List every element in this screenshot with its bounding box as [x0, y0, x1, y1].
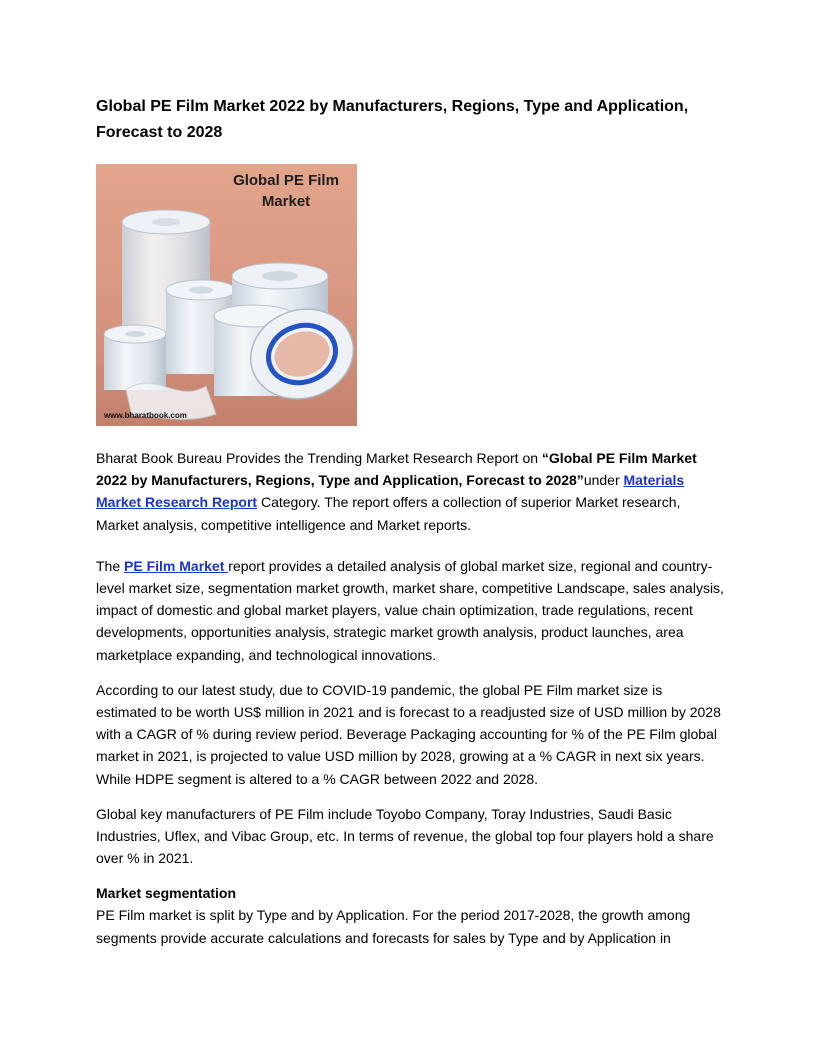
materials-category-link[interactable]: Materials Market Research Report	[96, 472, 685, 511]
intro-paragraph	[96, 447, 726, 536]
overview-text-start: The	[96, 557, 125, 574]
pe-film-market-link[interactable]: PE Film Market	[124, 557, 229, 574]
page-title: Global PE Film Market 2022 by Manufacturers, Regions, Type and Application, Forecast to 2028	[96, 98, 689, 141]
intro-text: Bharat Book Bureau Provides the Trending Market Research Report on	[96, 450, 542, 466]
document-page	[96, 94, 726, 962]
manufacturers-paragraph: Global key manufacturers of PE Film include Toyobo Company, Toray Industries, Saudi Basic Industries, Uflex, and Vibac Group, etc. In terms of revenue, the global top four players hold a share over % in 2021.	[96, 805, 714, 867]
report-name: “Global PE Film Market 2022 by Manufacturers, Regions, Type and Application, Forecast to 2028”	[96, 450, 697, 489]
intro-text-under: under	[583, 472, 624, 489]
hero-image	[96, 164, 357, 426]
overview-text: report provides a detailed analysis of global market size, regional and country-level market size, segmentation market growth, market share, competitive Landscape, sales analysis, impact of domestic and global market players, value chain optimization, trade regulations, recent developments, opportunities analysis, strategic market growth analysis, product launches, area marketplace expanding, and technological innovations.	[96, 557, 724, 663]
overview-paragraph	[96, 555, 726, 666]
segmentation-heading: Market segmentation	[96, 885, 237, 902]
segmentation-paragraph: PE Film market is split by Type and by Application. For the period 2017-2028, the growth among segments provide accurate calculations and forecasts for sales by Type and by Application in	[96, 907, 691, 946]
hero-watermark-url: www.bharatbook.com	[104, 411, 187, 420]
intro-text-end: Category. The report offers a collection of superior Market research, Market analysis, competitive intelligence and Market reports.	[96, 494, 681, 533]
hero-title	[216, 170, 356, 212]
hero-title-line1: Global PE Film	[233, 172, 339, 189]
covid-paragraph: According to our latest study, due to COVID-19 pandemic, the global PE Film market size is estimated to be worth US$ million in 2021 and is forecast to a readjusted size of USD million by 2028 with a CAGR of % during review period. Beverage Packaging accounting for % of the PE Film global market in 2021, is projected to value USD million by 2028, growing at a % CAGR in next six years. While HDPE segment is altered to a % CAGR between 2022 and 2028.	[96, 681, 721, 787]
hero-title-line2: Market	[261, 193, 311, 210]
